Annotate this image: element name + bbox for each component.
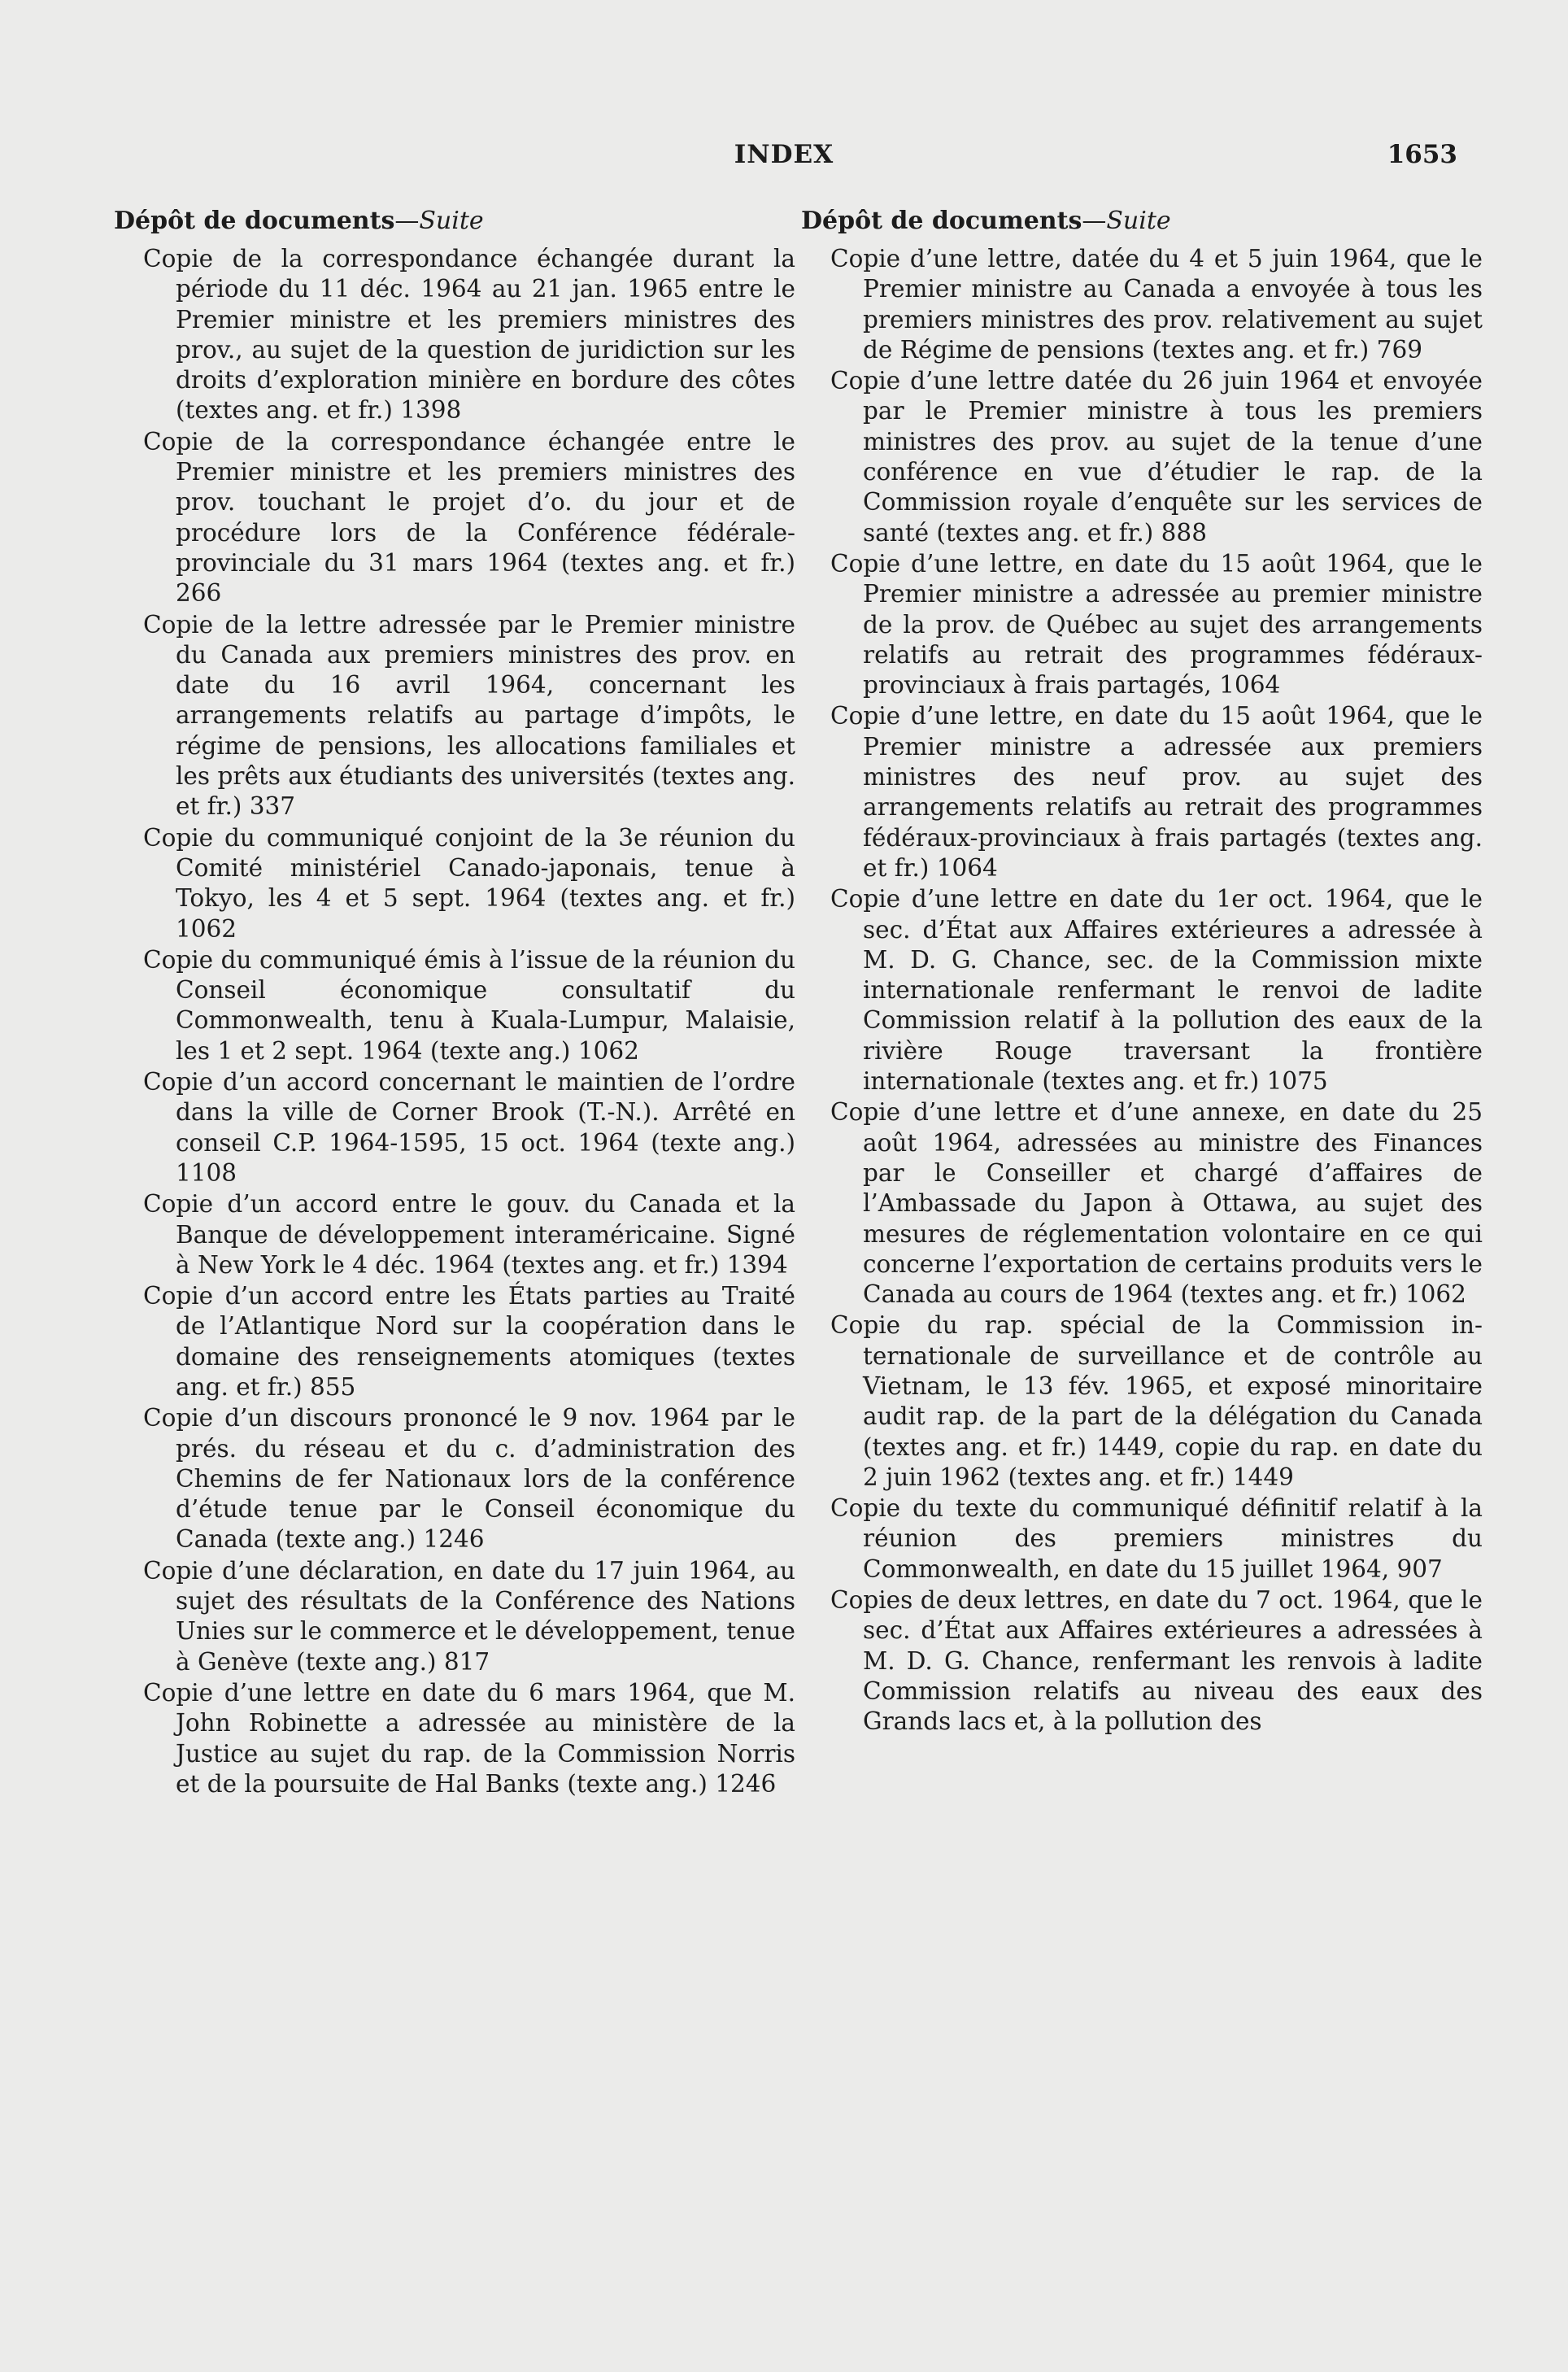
section-heading-main: Dépôt de documents <box>114 207 395 235</box>
index-entry: Copie du texte du communiqué définitif relatif à la réunion des premiers ministres du Commonwealth, en date du 15 juillet 1964, 907 <box>830 1494 1483 1583</box>
index-entry: Copies de deux lettres, en date du 7 oct. 1964, que le sec. d’État aux Affaires extérieures a adressées à M. D. G. Chance, renfermant les renvois à ladite Commission relatifs au niveau des eaux des Grands lacs et, à la pollution des <box>830 1586 1483 1736</box>
index-entry: Copie du communiqué émis à l’issue de la réunion du Conseil économique consultatif du Commonwealth, tenu à Kuala-Lumpur, Malaisie, les 1 et 2 sept. 1964 (texte ang.) 1062 <box>143 945 795 1065</box>
index-entry: Copie d’un discours prononcé le 9 nov. 1964 par le prés. du réseau et du c. d’administration des Chemins de fer Nationaux lors de la conférence d’étude tenue par le Conseil économique du Canada (texte ang.) 1246 <box>143 1404 795 1554</box>
index-entry: Copie d’un accord entre les États parties au Traité de l’Atlantique Nord sur la coopération dans le domaine des renseignements atomiques (textes ang. et fr.) 855 <box>143 1282 795 1401</box>
index-entry: Copie d’une lettre, en date du 15 août 1964, que le Premier ministre a adressée au premier ministre de la prov. de Québec au sujet des arrangements relatifs au retrait des programmes fédéraux-provinciaux à frais partagés, 1064 <box>830 549 1483 700</box>
index-entry: Copie de la lettre adressée par le Premier ministre du Canada aux premiers ministres des prov. en date du 16 avril 1964, concernant les arrangements relatifs au partage d’impôts, le régime de pensions, les allocations familiales et les prêts aux étudiants des universités (textes ang. et fr.) 337 <box>143 610 795 821</box>
page-number: 1653 <box>1387 140 1457 169</box>
index-entry: Copie d’un accord concernant le maintien de l’ordre dans la ville de Corner Brook (T.-N.). Arrêté en conseil C.P. 1964-1595, 15 oct. 1964 (texte ang.) 1108 <box>143 1068 795 1187</box>
left-column <box>114 205 795 1800</box>
section-heading-main: Dépôt de documents <box>801 207 1082 235</box>
index-entry: Copie d’une lettre et d’une annexe, en date du 25 août 1964, adressées au ministre des Finances par le Conseiller et chargé d’affaires de l’Ambassade du Japon à Ottawa, au sujet des mesures de réglementation volontaire en ce qui concerne l’exportation de certains produits vers le Canada au cours de 1964 (textes ang. et fr.) 1062 <box>830 1098 1483 1309</box>
running-title: INDEX <box>734 140 834 169</box>
index-entry: Copie de la correspondance échangée durant la période du 11 déc. 1964 au 21 jan. 1965 entre le Premier ministre et les premiers ministres des prov., au sujet de la question de juridiction sur les droits d’exploration minière en bordure des côtes (textes ang. et fr.) 1398 <box>143 245 795 425</box>
index-entry: Copie du communiqué conjoint de la 3e réunion du Comité ministériel Canado-japonais, tenue à Tokyo, les 4 et 5 sept. 1964 (textes ang. et fr.) 1062 <box>143 823 795 943</box>
section-heading: Dépôt de documents—Suite <box>114 207 484 235</box>
right-column <box>801 205 1483 1738</box>
section-heading-suite: Suite <box>419 207 484 235</box>
index-entry: Copie d’une lettre en date du 6 mars 1964, que M. John Robinette a adressée au ministère de la Justice au sujet du rap. de la Commission Norris et de la poursuite de Hal Banks (texte ang.) 1246 <box>143 1678 795 1798</box>
index-entry: Copie d’un accord entre le gouv. du Canada et la Banque de développement interaméricaine. Signé à New York le 4 déc. 1964 (textes ang. et fr.) 1394 <box>143 1190 795 1279</box>
section-heading-suite: Suite <box>1106 207 1171 235</box>
index-entry: Copie de la correspondance échangée entre le Premier ministre et les premiers ministres des prov. touchant le projet d’o. du jour et de procédure lors de la Conférence fédérale-provinciale du 31 mars 1964 (textes ang. et fr.) 266 <box>143 427 795 608</box>
index-entry: Copie du rap. spécial de la Commission internationale de surveillance et de contrôle au Vietnam, le 13 fév. 1965, et exposé minoritaire audit rap. de la part de la délégation du Canada (textes ang. et fr.) 1449, copie du rap. en date du 2 juin 1962 (textes ang. et fr.) 1449 <box>830 1311 1483 1491</box>
index-entry: Copie d’une lettre datée du 26 juin 1964 et envoyée par le Premier ministre à tous les premiers ministres des prov. au sujet de la tenue d’une conférence en vue d’étudier le rap. de la Commission royale d’enquête sur les services de santé (textes ang. et fr.) 888 <box>830 367 1483 547</box>
index-entry: Copie d’une lettre en date du 1er oct. 1964, que le sec. d’État aux Affaires extérieures a adressée à M. D. G. Chance, sec. de la Commission mixte internationale renfermant le renvoi de ladite Commission relatif à la pollution des eaux de la rivière Rouge traversant la frontière internationale (textes ang. et fr.) 1075 <box>830 885 1483 1096</box>
index-entry: Copie d’une lettre, datée du 4 et 5 juin 1964, que le Premier ministre au Canada a envoyée à tous les premiers ministres des prov. relativement au sujet de Régime de pensions (textes ang. et fr.) 769 <box>830 245 1483 364</box>
section-heading: Dépôt de documents—Suite <box>801 207 1171 235</box>
index-entry: Copie d’une lettre, en date du 15 août 1964, que le Premier ministre a adressée aux premiers ministres des neuf prov. au sujet des arrangements relatifs au retrait des programmes fédéraux-provinciaux à frais partagés (textes ang. et fr.) 1064 <box>830 702 1483 882</box>
index-entry: Copie d’une déclaration, en date du 17 juin 1964, au sujet des résultats de la Conférence des Nations Unies sur le commerce et le développement, tenue à Genève (texte ang.) 817 <box>143 1556 795 1676</box>
